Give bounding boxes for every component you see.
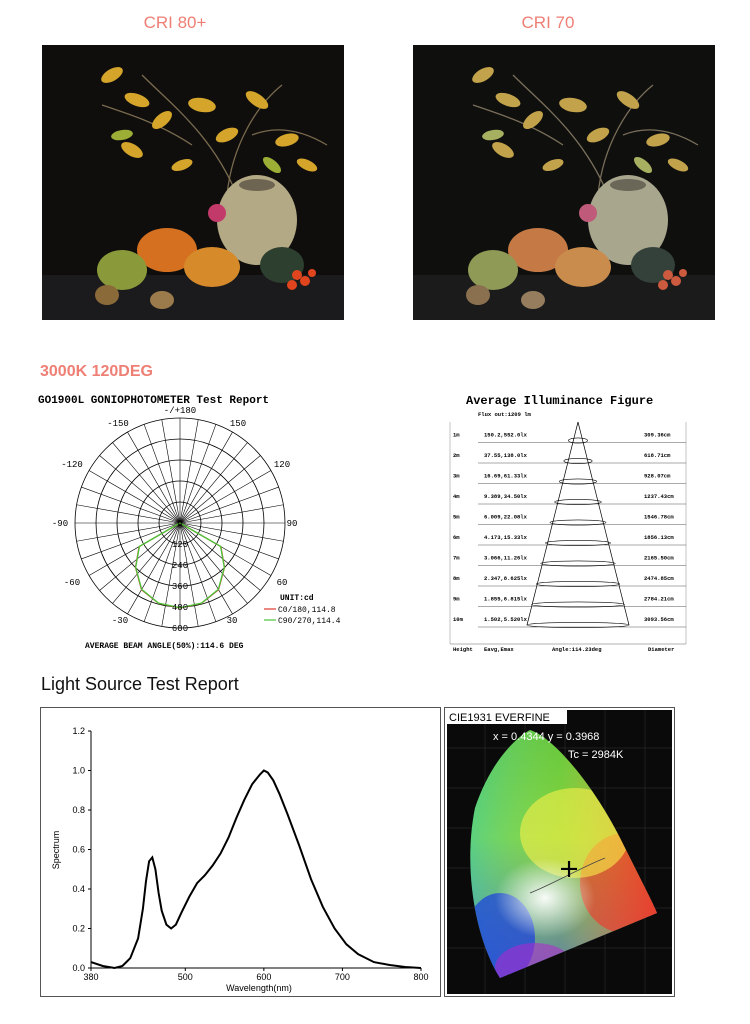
- x-tick-label: 380: [83, 972, 99, 982]
- illum-row-diameter: 618.71cm: [644, 452, 671, 459]
- x-tick-label: 500: [177, 972, 193, 982]
- legend-c90-label: C90/270,114.4: [278, 617, 341, 626]
- illum-row-height: 6m: [453, 534, 460, 541]
- y-tick-label: 0.4: [72, 884, 85, 894]
- polar-radial-label-3: 360: [171, 582, 189, 592]
- cri70-label: CRI 70: [521, 13, 575, 32]
- y-tick-label: 1.2: [72, 726, 85, 736]
- polar-angle-label-8: -60: [63, 578, 81, 588]
- illuminance-rows: [450, 422, 686, 644]
- illum-row-diameter: 928.07cm: [644, 472, 671, 480]
- illum-cone-edge-left: [527, 422, 578, 625]
- footer-angle: Angle:114.23deg: [552, 646, 602, 653]
- illum-row-diameter: 1237.43cm: [644, 493, 674, 500]
- illum-row-diameter: 1856.13cm: [644, 534, 674, 541]
- cie-tc-readout: Tc = 2984K: [568, 749, 624, 761]
- y-axis-label: Spectrum: [51, 830, 61, 870]
- light-source-title: Light Source Test Report: [41, 674, 239, 694]
- illum-row-lux: 2.347,8.625lx: [484, 575, 527, 582]
- still-life-photo-cri80: [42, 45, 344, 320]
- illum-row-lux: 6.009,22.08lx: [484, 513, 527, 521]
- illum-row-diameter: 1546.78cm: [644, 513, 674, 521]
- y-tick-label: 0.6: [72, 844, 85, 855]
- unit-label: UNIT:cd: [280, 594, 314, 603]
- polar-angle-label-7: 60: [276, 578, 288, 588]
- illum-row-height: 8m: [453, 575, 460, 582]
- goniophotometer-title: GO1900L GONIOPHOTOMETER Test Report: [38, 395, 270, 407]
- illum-row-lux: 3.066,11.26lx: [484, 554, 527, 562]
- illum-row-diameter: 3093.56cm: [644, 616, 674, 623]
- y-tick-label: 0.2: [72, 923, 85, 934]
- illum-cone-edge-right: [578, 422, 629, 625]
- cie-panel: [444, 707, 675, 997]
- polar-radial-label-2: 240: [171, 561, 189, 571]
- illum-row-diameter: 2784.21cm: [644, 595, 674, 603]
- illum-row-lux: 1.502,5.520lx: [484, 616, 527, 623]
- polar-angle-label-3: 120: [273, 460, 291, 470]
- illum-row-height: 7m: [453, 554, 460, 562]
- still-life-illustration-cri70: [413, 45, 715, 320]
- illum-row-lux: 4.173,15.33lx: [484, 534, 527, 541]
- polar-angle-label-0: -/+180: [163, 406, 197, 416]
- y-tick-label: 1.0: [72, 765, 85, 776]
- polar-radial-label-0: 0: [177, 519, 183, 529]
- illum-row-height: 3m: [453, 472, 460, 480]
- illum-row-lux: 150.2,552.0lx: [484, 431, 527, 439]
- polar-angle-label-6: -90: [51, 519, 69, 529]
- still-life-photo-cri70: [413, 45, 715, 320]
- polar-angle-label-1: 150: [229, 419, 247, 429]
- illum-row-diameter: 2474.85cm: [644, 575, 674, 582]
- illuminance-figure: [448, 408, 688, 654]
- illum-row-lux: 9.389,34.50lx: [484, 493, 527, 500]
- illum-row-lux: 1.855,6.815lx: [484, 595, 527, 603]
- y-tick-label: 0.0: [72, 963, 85, 973]
- polar-chart: [30, 405, 370, 655]
- section-title-cct-beam: 3000K 120DEG: [40, 363, 153, 380]
- illum-row-height: 1m: [453, 431, 460, 439]
- legend-c0-label: C0/180,114.8: [278, 606, 336, 615]
- footer-diameter: Diameter: [648, 646, 675, 653]
- illuminance-cone: [527, 422, 629, 628]
- cie-header: CIE1931 EVERFINE: [449, 712, 550, 724]
- cie-xy-readout: x = 0.4344 y = 0.3968: [493, 731, 600, 743]
- polar-angle-label-10: 30: [226, 616, 238, 626]
- spectrum-chart: [41, 708, 440, 996]
- x-axis-label: Wavelength(nm): [226, 983, 292, 993]
- still-life-illustration-cri80: [42, 45, 344, 320]
- illum-row-height: 4m: [453, 493, 460, 500]
- spectrum-panel: [40, 707, 441, 997]
- illum-row-height: 9m: [453, 595, 460, 603]
- illum-row-height: 10m: [453, 616, 463, 623]
- polar-angle-label-5: 90: [286, 519, 298, 529]
- footer-lux: Eavg,Emax: [484, 646, 514, 653]
- illum-row-lux: 16.69,61.33lx: [484, 472, 527, 480]
- illum-row-height: 2m: [453, 452, 460, 459]
- polar-radial-label-1: 120: [171, 540, 189, 550]
- flux-out-label: Flux out:1209 lm: [478, 411, 531, 418]
- illum-row-diameter: 309.36cm: [644, 431, 671, 439]
- beam-angle-label: AVERAGE BEAM ANGLE(50%):114.6 DEG: [85, 642, 244, 651]
- cri80-label: CRI 80+: [143, 13, 207, 32]
- illum-row-height: 5m: [453, 513, 460, 521]
- illuminance-title: Average Illuminance Figure: [466, 394, 654, 408]
- x-tick-label: 600: [256, 972, 272, 982]
- polar-angle-label-9: -30: [111, 616, 129, 626]
- polar-angle-label-4: -120: [61, 460, 83, 470]
- polar-angle-label-2: -150: [107, 419, 129, 429]
- x-tick-label: 700: [334, 972, 350, 982]
- y-tick-label: 0.8: [72, 805, 85, 815]
- polar-radial-label-4: 480: [171, 603, 189, 613]
- illum-row-diameter: 2165.50cm: [644, 554, 674, 562]
- spectrum-line: [91, 771, 421, 969]
- spectrum-axes: [72, 726, 428, 982]
- footer-height: Height: [453, 646, 473, 653]
- illum-row-lux: 37.55,138.0lx: [484, 452, 527, 459]
- x-tick-label: 800: [413, 972, 429, 982]
- cie-diagram: [445, 708, 674, 996]
- polar-radial-label-5: 600: [171, 624, 189, 634]
